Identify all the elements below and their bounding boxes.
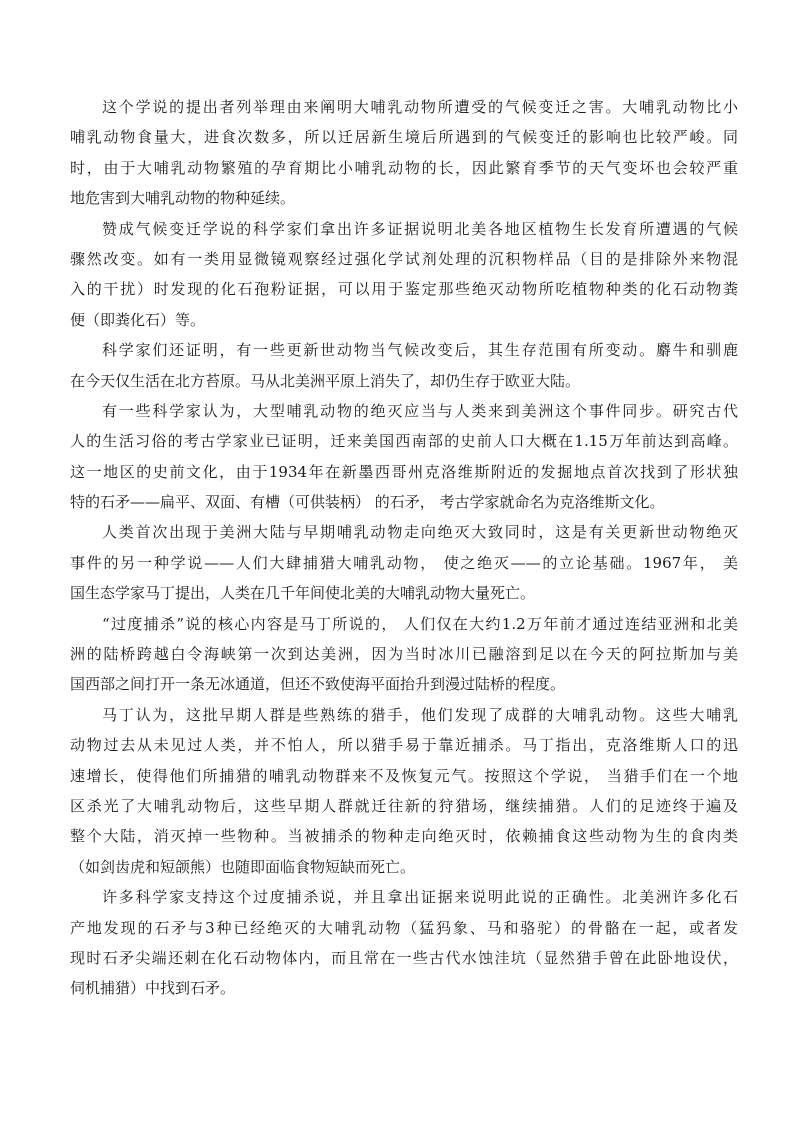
- text-line: （如剑齿虎和短颌熊）也随即面临食物短缺而死亡。: [70, 857, 416, 876]
- text-line: 在今天仅生活在北方苔原。马从北美洲平原上消失了，却仍生存于欧亚大陆。: [70, 371, 581, 390]
- paragraph: [70, 882, 738, 1004]
- text-line: 赞成气候变迁学说的科学家们拿出许多证据说明北美各地区植物生长发育所遭遇的气候: [102, 219, 738, 238]
- text-line: 动物过去从未见过人类，并不怕人，所以猎手易于靠近捕杀。马丁指出，克洛维斯人口的迅: [70, 736, 738, 755]
- text-line: 这个学说的提出者列举理由来阐明大哺乳动物所遭受的气候变迁之害。大哺乳动物比小: [102, 98, 738, 116]
- text-line: 国生态学家马丁提出，人类在几千年间使北美的大哺乳动物大量死亡。: [70, 584, 536, 603]
- paragraph: [70, 335, 738, 396]
- text-line: 地危害到大哺乳动物的物种延续。: [70, 189, 296, 208]
- text-line: 人的生活习俗的考古学家业已证明，迁来美国西南部的史前人口大概在1.15万年前达到高峰。: [70, 432, 738, 451]
- text-line: 马丁认为，这批早期人群是些熟练的猎手，他们发现了成群的大哺乳动物。这些大哺乳: [102, 705, 738, 724]
- paragraph: [70, 700, 738, 882]
- text-line: 骤然改变。如有一类用显微镜观察经过强化学试剂处理的沉积物样品（目的是排除外来物混: [70, 249, 738, 268]
- paragraph: [70, 214, 738, 336]
- text-line: 许多科学家支持这个过度捕杀说，并且拿出证据来说明此说的正确性。北美洲许多化石: [102, 888, 738, 907]
- text-line: 便（即粪化石）等。: [70, 310, 206, 329]
- text-line: 科学家们还证明，有一些更新世动物当气候改变后，其生存范围有所变动。麝牛和驯鹿: [102, 341, 738, 360]
- text-line: 整个大陆，消灭掉一些物种。当被捕杀的物种走向绝灭时，依赖捕食这些动物为生的食肉类: [70, 827, 738, 846]
- text-line: 特的石矛——扁平、双面、有槽（可供装柄） 的石矛， 考古学家就命名为克洛维斯文化。: [70, 493, 665, 512]
- text-line: 国西部之间打开一条无冰通道，但还不致使海平面抬升到漫过陆桥的程度。: [70, 675, 566, 694]
- text-line: 事件的另一种学说——人们大肆捕猎大哺乳动物， 使之绝灭——的立论基础。1967年， 美: [70, 553, 738, 572]
- paragraph: [70, 609, 738, 700]
- text-line: 人类首次出现于美洲大陆与早期哺乳动物走向绝灭大致同时，这是有关更新世动物绝灭: [102, 523, 738, 542]
- paragraph: [70, 92, 738, 214]
- text-line: 区杀光了大哺乳动物后，这些早期人群就迁往新的狩猎场，继续捕猎。人们的足迹终于遍及: [70, 796, 738, 815]
- text-line: 时，由于大哺乳动物繁殖的孕育期比小哺乳动物的长，因此繁育季节的天气变坏也会较严重: [70, 158, 738, 177]
- paragraph: [70, 396, 738, 518]
- text-line: 这一地区的史前文化，由于1934年在新墨西哥州克洛维斯附近的发掘地点首次找到了形状独: [70, 462, 738, 481]
- document-body: [70, 92, 738, 1004]
- text-line: 产地发现的石矛与3种已经绝灭的大哺乳动物（猛犸象、马和骆驼）的骨骼在一起，或者发: [70, 918, 738, 937]
- paragraph: [70, 517, 738, 608]
- text-line: 有一些科学家认为，大型哺乳动物的绝灭应当与人类来到美洲这个事件同步。研究古代: [102, 401, 738, 420]
- text-line: 洲的陆桥跨越白令海峡第一次到达美洲，因为当时冰川已融溶到足以在今天的阿拉斯加与美: [70, 645, 738, 664]
- text-line: 速增长，使得他们所捕猎的哺乳动物群来不及恢复元气。按照这个学说， 当猎手们在一个地: [70, 766, 738, 785]
- text-line: 伺机捕猎）中找到石矛。: [70, 979, 236, 998]
- text-line: 入的干扰）时发现的化石孢粉证据，可以用于鉴定那些绝灭动物所吃植物种类的化石动物粪: [70, 280, 738, 299]
- text-line: “过度捕杀”说的核心内容是马丁所说的， 人们仅在大约1.2万年前才通过连结亚洲和北美: [102, 614, 738, 633]
- text-line: 哺乳动物食量大，进食次数多，所以迁居新生境后所遇到的气候变迁的影响也比较严峻。同: [70, 128, 738, 147]
- text-line: 现时石矛尖端还刺在化石动物体内，而且常在一些古代水蚀洼坑（显然猎手曾在此卧地设伏，: [70, 948, 738, 967]
